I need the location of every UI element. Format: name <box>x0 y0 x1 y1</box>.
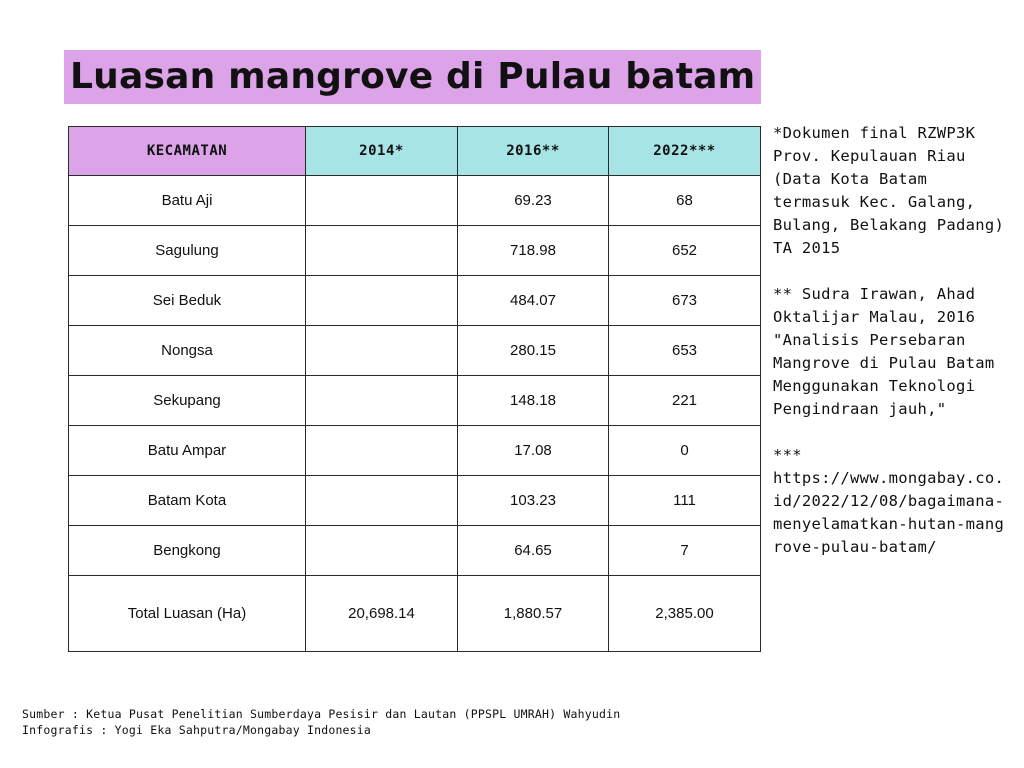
cell-2016: 280.15 <box>458 326 609 376</box>
cell-kecamatan: Batu Aji <box>69 176 306 226</box>
cell-2016: 17.08 <box>458 426 609 476</box>
table-row <box>69 176 761 226</box>
cell-2014 <box>306 326 458 376</box>
page-title: Luasan mangrove di Pulau batam <box>64 50 761 104</box>
table-row <box>69 326 761 376</box>
cell-2014 <box>306 426 458 476</box>
cell-2016: 718.98 <box>458 226 609 276</box>
note-2022-marker: *** <box>773 446 802 464</box>
cell-2016: 69.23 <box>458 176 609 226</box>
cell-2022: 7 <box>609 526 761 576</box>
mangrove-table <box>68 126 761 652</box>
cell-2016: 64.65 <box>458 526 609 576</box>
cell-2014 <box>306 276 458 326</box>
total-row <box>69 576 761 652</box>
cell-2014 <box>306 176 458 226</box>
cell-kecamatan: Sekupang <box>69 376 306 426</box>
table-row <box>69 376 761 426</box>
cell-2016: 148.18 <box>458 376 609 426</box>
header-2014: 2014* <box>306 127 458 176</box>
cell-2022: 221 <box>609 376 761 426</box>
note-2014-source: *Dokumen final RZWP3K Prov. Kepulauan Riau (Data Kota Batam termasuk Kec. Galang, Bulang, Belakang Padang) TA 2015 <box>773 124 1005 257</box>
total-2022: 2,385.00 <box>609 576 761 652</box>
cell-2022: 652 <box>609 226 761 276</box>
total-2016: 1,880.57 <box>458 576 609 652</box>
cell-2014 <box>306 526 458 576</box>
cell-2016: 484.07 <box>458 276 609 326</box>
table-row <box>69 476 761 526</box>
cell-2022: 673 <box>609 276 761 326</box>
cell-kecamatan: Bengkong <box>69 526 306 576</box>
cell-2022: 0 <box>609 426 761 476</box>
footer <box>22 706 620 738</box>
cell-kecamatan: Sagulung <box>69 226 306 276</box>
footer-source: Sumber : Ketua Pusat Penelitian Sumberdaya Pesisir dan Lautan (PPSPL UMRAH) Wahyudin <box>22 707 621 721</box>
cell-2022: 111 <box>609 476 761 526</box>
header-2022: 2022*** <box>609 127 761 176</box>
table-row <box>69 426 761 476</box>
note-2016-source: ** Sudra Irawan, Ahad Oktalijar Malau, 2016 "Analisis Persebaran Mangrove di Pulau Batam Menggunakan Teknologi Pengindraan jauh," <box>773 285 995 418</box>
source-notes <box>773 122 1013 559</box>
total-label: Total Luasan (Ha) <box>69 576 306 652</box>
cell-2014 <box>306 376 458 426</box>
cell-kecamatan: Nongsa <box>69 326 306 376</box>
table-row <box>69 526 761 576</box>
table-header-row <box>69 127 761 176</box>
cell-2016: 103.23 <box>458 476 609 526</box>
cell-kecamatan: Batam Kota <box>69 476 306 526</box>
note-2022-url: https://www.mongabay.co.id/2022/12/08/bagaimana-menyelamatkan-hutan-mangrove-pulau-batam/ <box>773 469 1005 556</box>
cell-kecamatan: Sei Beduk <box>69 276 306 326</box>
total-2014: 20,698.14 <box>306 576 458 652</box>
header-2016: 2016** <box>458 127 609 176</box>
table-row <box>69 226 761 276</box>
header-kecamatan: KECAMATAN <box>69 127 306 176</box>
cell-kecamatan: Batu Ampar <box>69 426 306 476</box>
table-row <box>69 276 761 326</box>
cell-2014 <box>306 476 458 526</box>
cell-2014 <box>306 226 458 276</box>
footer-credit: Infografis : Yogi Eka Sahputra/Mongabay Indonesia <box>22 723 372 737</box>
cell-2022: 68 <box>609 176 761 226</box>
cell-2022: 653 <box>609 326 761 376</box>
